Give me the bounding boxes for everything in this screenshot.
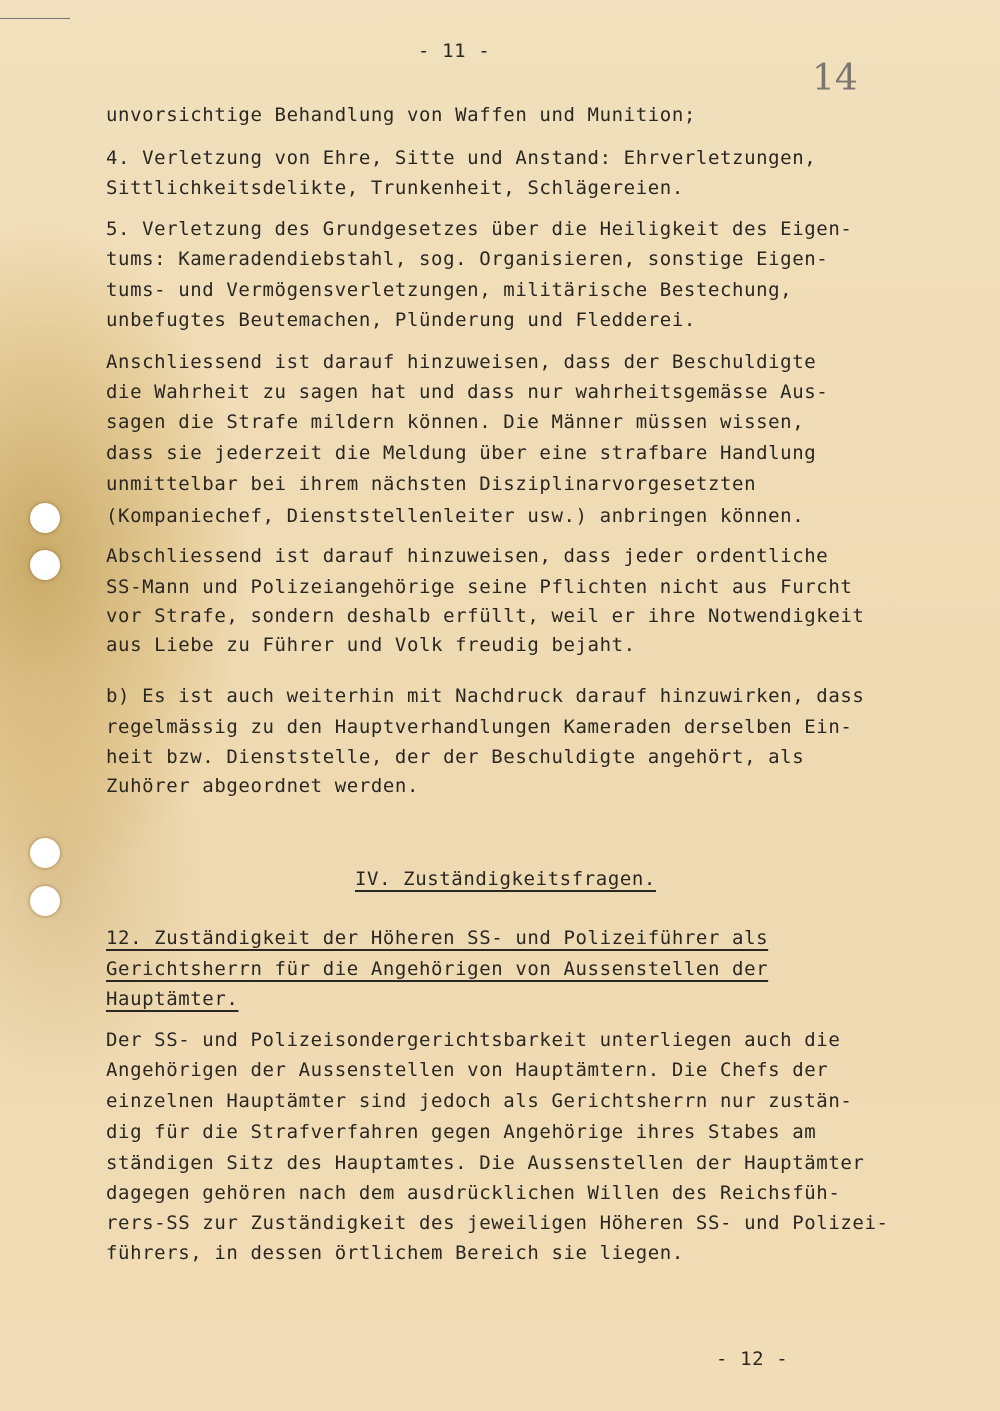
body-line: Sittlichkeitsdelikte, Trunkenheit, Schlägereien. <box>106 177 684 199</box>
punch-hole <box>30 503 60 533</box>
body-line: Der SS- und Polizeisondergerichtsbarkeit unterliegen auch die <box>106 1029 841 1051</box>
body-line: SS-Mann und Polizeiangehörige seine Pflichten nicht aus Furcht <box>106 576 853 598</box>
subsection-heading-line: 12. Zuständigkeit der Höheren SS- und Polizeiführer als <box>106 927 769 949</box>
folio-number: 14 <box>812 58 858 99</box>
punch-hole <box>30 838 60 868</box>
body-line: einzelnen Hauptämter sind jedoch als Gerichtsherrn nur zustän- <box>106 1090 853 1112</box>
body-line: tums- und Vermögensverletzungen, militärische Bestechung, <box>106 279 793 301</box>
section-heading: IV. Zuständigkeitsfragen. <box>355 868 656 890</box>
body-line: dagegen gehören nach dem ausdrücklichen Willen des Reichsfüh- <box>106 1182 841 1204</box>
body-line: Zuhörer abgeordnet werden. <box>106 775 420 797</box>
punch-hole <box>30 550 60 580</box>
next-page-number: - 12 - <box>716 1348 789 1370</box>
top-edge-rule <box>0 18 70 19</box>
body-line: 4. Verletzung von Ehre, Sitte und Anstand: Ehrverletzungen, <box>106 147 817 169</box>
body-line: tums: Kameradendiebstahl, sog. Organisieren, sonstige Eigen- <box>106 248 829 270</box>
body-line: Abschliessend ist darauf hinzuweisen, dass jeder ordentliche <box>106 545 829 567</box>
body-line: die Wahrheit zu sagen hat und dass nur wahrheitsgemässe Aus- <box>106 381 829 403</box>
punch-hole <box>30 886 60 916</box>
body-line: aus Liebe zu Führer und Volk freudig bejaht. <box>106 634 636 656</box>
body-line: unmittelbar bei ihrem nächsten Disziplinarvorgesetzten <box>106 473 757 495</box>
body-line: vor Strafe, sondern deshalb erfüllt, weil er ihre Notwendigkeit <box>106 605 865 627</box>
subsection-heading-line: Hauptämter. <box>106 988 239 1010</box>
page-number: - 11 - <box>418 40 491 62</box>
body-line: b) Es ist auch weiterhin mit Nachdruck darauf hinzuwirken, dass <box>106 685 865 707</box>
body-line: Anschliessend ist darauf hinzuweisen, dass der Beschuldigte <box>106 351 817 373</box>
body-line: führers, in dessen örtlichem Bereich sie liegen. <box>106 1242 684 1264</box>
subsection-heading-line: Gerichtsherrn für die Angehörigen von Aussenstellen der <box>106 958 769 980</box>
body-line: ständigen Sitz des Hauptamtes. Die Aussenstellen der Hauptämter <box>106 1152 865 1174</box>
body-line: unvorsichtige Behandlung von Waffen und Munition; <box>106 104 696 126</box>
body-line: dass sie jederzeit die Meldung über eine strafbare Handlung <box>106 442 817 464</box>
body-line: heit bzw. Dienststelle, der der Beschuldigte angehört, als <box>106 746 805 768</box>
body-line: 5. Verletzung des Grundgesetzes über die Heiligkeit des Eigen- <box>106 218 853 240</box>
body-line: rers-SS zur Zuständigkeit des jeweiligen Höheren SS- und Polizei- <box>106 1212 889 1234</box>
body-line: (Kompaniechef, Dienststellenleiter usw.) anbringen können. <box>106 505 805 527</box>
body-line: regelmässig zu den Hauptverhandlungen Kameraden derselben Ein- <box>106 716 853 738</box>
body-line: unbefugtes Beutemachen, Plünderung und Fledderei. <box>106 309 696 331</box>
body-line: sagen die Strafe mildern können. Die Männer müssen wissen, <box>106 411 805 433</box>
body-line: Angehörigen der Aussenstellen von Hauptämtern. Die Chefs der <box>106 1059 829 1081</box>
body-line: dig für die Strafverfahren gegen Angehörige ihres Stabes am <box>106 1121 817 1143</box>
